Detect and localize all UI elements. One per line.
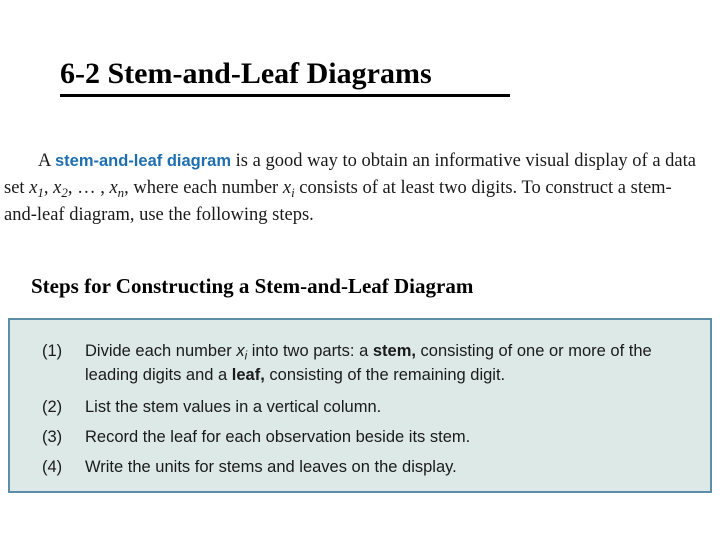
var-x1	[29, 178, 44, 198]
term-stem-and-leaf-diagram: stem-and-leaf diagram	[54, 152, 232, 170]
steps-box	[8, 318, 712, 493]
step-1-text-b: into two parts: a	[251, 342, 369, 360]
step-number: (2)	[42, 398, 63, 416]
var-xi	[283, 178, 295, 198]
step-1-text-c: consisting of one or more of the	[420, 342, 652, 360]
var-xn-sub: n	[117, 184, 125, 200]
var-x1-sub: 1	[37, 184, 44, 200]
intro-line-1	[4, 148, 716, 175]
var-x2-sub: 2	[61, 184, 68, 200]
intro-line-3: and-leaf diagram, use the following steps.	[4, 205, 314, 225]
step-number: (4)	[42, 458, 63, 476]
step-text	[85, 339, 700, 387]
intro-ellipsis: , … ,	[67, 178, 105, 198]
var-xn-base: x	[109, 178, 118, 198]
step-1-text-e: consisting of the remaining digit.	[269, 366, 506, 384]
intro-set-word: set	[4, 178, 25, 198]
intro-comma: ,	[43, 178, 49, 198]
step-1-text-a: Divide each number	[85, 342, 232, 360]
var-x2-base: x	[53, 178, 62, 198]
step-1-line-1	[85, 339, 700, 363]
var-xn	[109, 178, 124, 198]
step-number: (3)	[42, 428, 63, 446]
intro-paragraph	[4, 148, 716, 229]
intro-line-2-rest: consists of at least two digits. To construct a stem-	[299, 178, 672, 198]
step-1-line-2	[85, 363, 700, 387]
var-xi-step-base: x	[236, 342, 245, 360]
intro-line-1-rest: is a good way to obtain an informative visual display of a data	[235, 151, 696, 171]
intro-where: , where each number	[124, 178, 279, 198]
steps-heading: Steps for Constructing a Stem-and-Leaf Diagram	[31, 274, 474, 298]
var-xi-step-sub: i	[244, 350, 248, 363]
intro-line-2	[4, 175, 716, 202]
leaf-keyword: leaf,	[231, 366, 265, 384]
stem-keyword: stem,	[372, 342, 416, 360]
step-1-text-d: leading digits and a	[85, 366, 228, 384]
title-underline	[60, 94, 510, 97]
var-xi-step	[236, 342, 248, 363]
var-xi-sub: i	[291, 184, 295, 200]
var-xi-base: x	[282, 178, 292, 198]
step-text: Record the leaf for each observation beside its stem.	[85, 428, 471, 446]
step-number: (1)	[42, 342, 63, 360]
slide-title: 6-2 Stem-and-Leaf Diagrams	[60, 57, 432, 90]
step-text: List the stem values in a vertical column.	[85, 398, 382, 416]
var-x2	[53, 178, 68, 198]
step-text: Write the units for stems and leaves on the display.	[85, 458, 457, 476]
var-x1-base: x	[29, 178, 38, 198]
intro-lead: A	[38, 151, 51, 171]
